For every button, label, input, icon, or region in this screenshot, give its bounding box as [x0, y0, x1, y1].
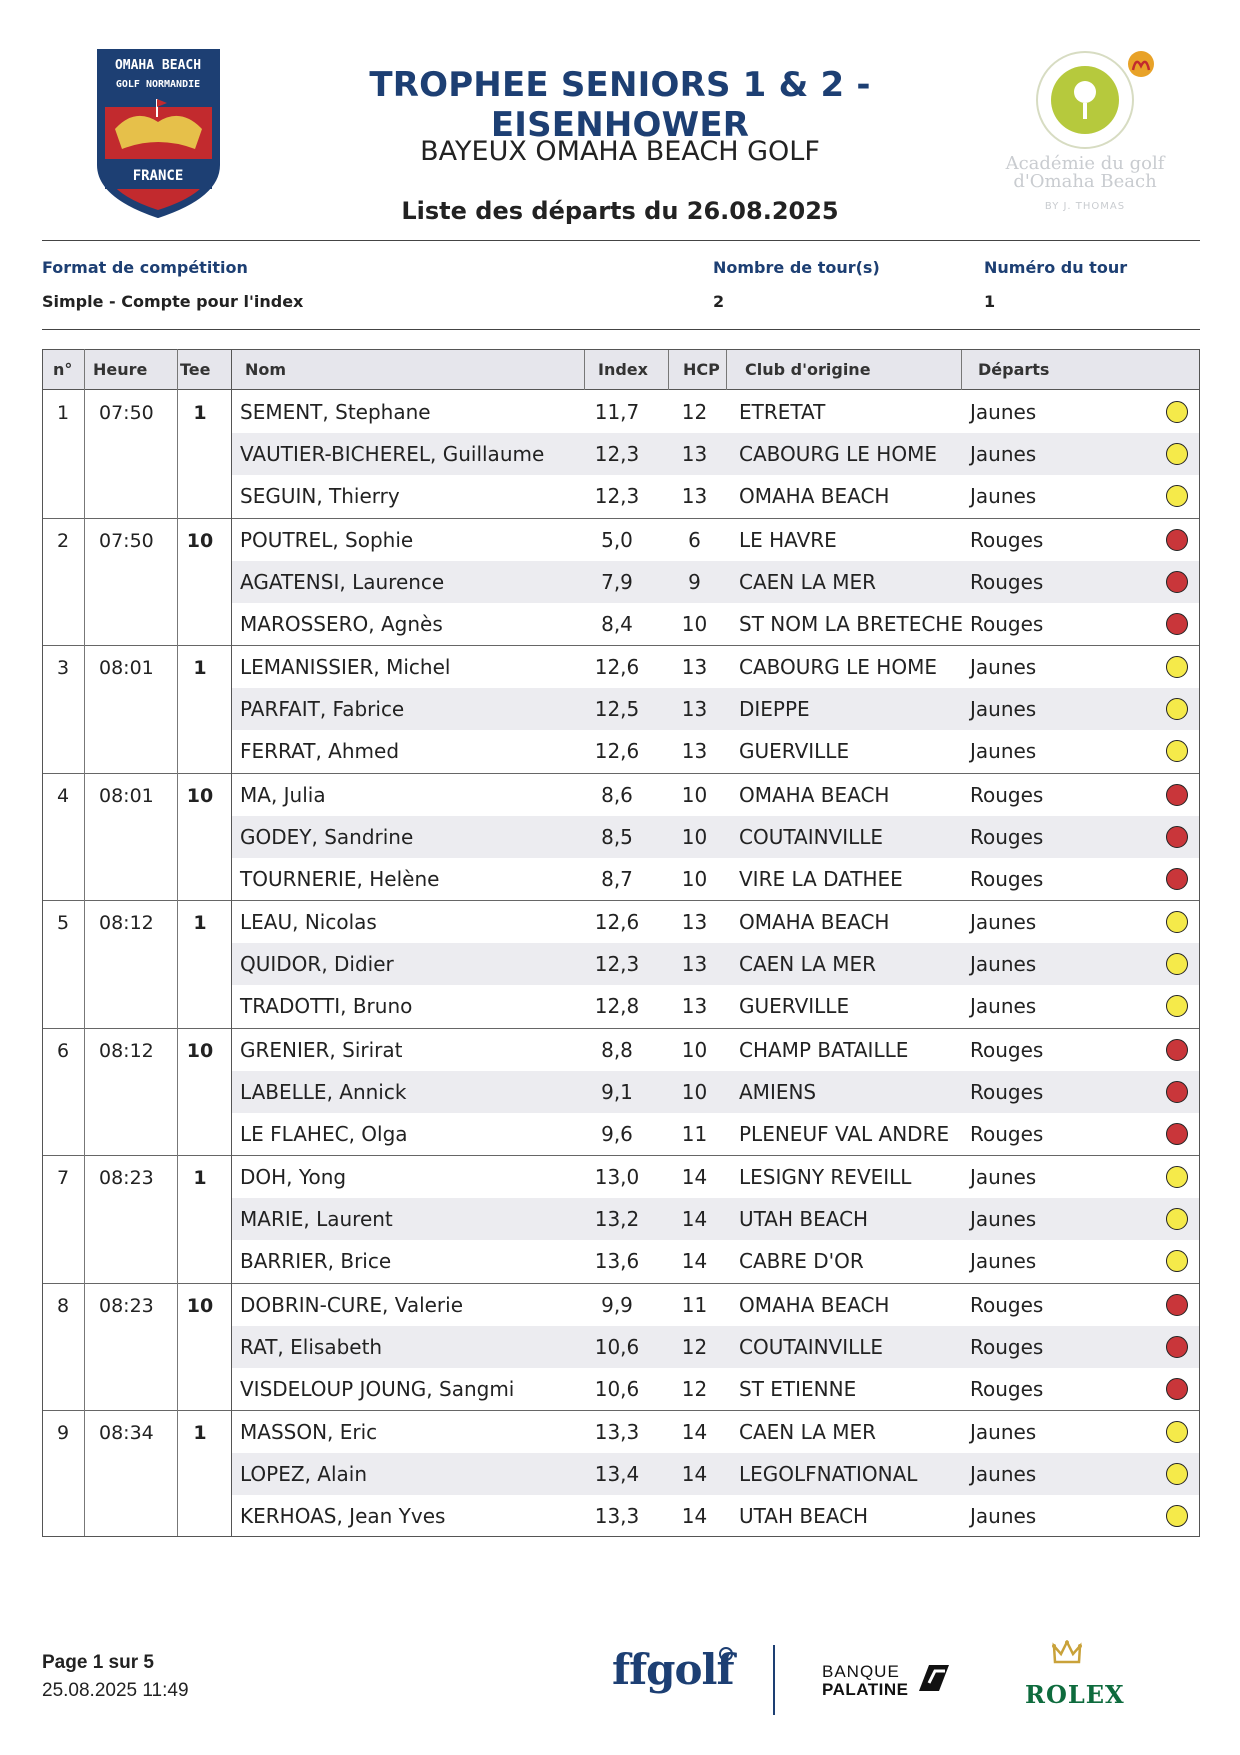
player-start: Jaunes: [970, 1462, 1037, 1486]
group-number: 9: [57, 1422, 70, 1444]
player-club: AMIENS: [739, 1079, 817, 1104]
player-index: 13,0: [594, 1165, 640, 1189]
player-name: VISDELOUP JOUNG, Sangmi: [240, 1376, 515, 1401]
player-index: 9,9: [601, 1292, 633, 1317]
player-start: Rouges: [970, 1292, 1044, 1317]
group-separator: [43, 1155, 1199, 1156]
player-hcp: 14: [681, 1420, 708, 1444]
player-start: Rouges: [970, 1334, 1044, 1359]
group-tee: 1: [193, 912, 207, 934]
player-club: VIRE LA DATHEE: [739, 866, 903, 891]
player-index: 12,5: [594, 697, 640, 721]
page-number: Page 1 sur 5: [42, 1652, 154, 1673]
group-tee: 10: [186, 1294, 214, 1317]
player-hcp: 11: [681, 1121, 708, 1146]
divider-top: [42, 240, 1200, 241]
footer-divider: [773, 1645, 775, 1715]
table-row: [232, 561, 1199, 603]
vline-name-index: [584, 350, 585, 390]
player-club: UTAH BEACH: [739, 1207, 869, 1231]
player-start: Jaunes: [970, 1504, 1037, 1528]
player-index: 10,6: [594, 1376, 640, 1401]
start-tee-color-dot: [1166, 571, 1188, 593]
player-club: GUERVILLE: [739, 739, 850, 763]
player-start: Rouges: [970, 1376, 1044, 1401]
player-hcp: 12: [681, 1376, 708, 1401]
player-index: 9,1: [601, 1079, 633, 1104]
player-name: RAT, Elisabeth: [240, 1334, 383, 1359]
player-name: MA, Julia: [240, 782, 326, 807]
group-number: 6: [57, 1039, 70, 1062]
list-title: Liste des départs du 26.08.2025: [401, 197, 839, 225]
player-start: Rouges: [970, 782, 1044, 807]
start-tee-color-dot: [1166, 401, 1188, 423]
round-number-value: 1: [984, 292, 996, 311]
table-row: [232, 519, 1199, 561]
start-tee-color-dot: [1166, 1505, 1188, 1527]
rolex-logo: ROLEX: [1025, 1680, 1125, 1709]
banque-palatine-logo-line2: PALATINE: [822, 1680, 909, 1699]
player-hcp: 10: [681, 866, 708, 891]
player-index: 12,3: [594, 442, 640, 466]
player-club: OMAHA BEACH: [739, 782, 890, 807]
player-hcp: 14: [681, 1207, 708, 1231]
player-club: GUERVILLE: [739, 994, 850, 1018]
table-row: [232, 1326, 1199, 1368]
player-name: KERHOAS, Jean Yves: [240, 1504, 446, 1528]
print-date: 25.08.2025 11:49: [42, 1680, 189, 1701]
player-name: MARIE, Laurent: [240, 1207, 393, 1231]
group-tee: 1: [193, 1422, 207, 1444]
registered-icon: [719, 1647, 733, 1661]
player-start: Rouges: [970, 569, 1044, 594]
logo-line3: FRANCE: [132, 168, 184, 184]
vline-index-hcp: [668, 350, 669, 390]
player-start: Rouges: [970, 1037, 1044, 1062]
player-start: Jaunes: [970, 1420, 1037, 1444]
logo-line1: OMAHA BEACH: [114, 58, 202, 73]
player-index: 8,4: [601, 611, 633, 636]
group-tee: 1: [193, 402, 207, 424]
player-name: LE FLAHEC, Olga: [240, 1121, 408, 1146]
player-hcp: 10: [681, 1037, 708, 1062]
vline-club-start: [961, 350, 962, 390]
table-row: [232, 1284, 1199, 1326]
rolex-crown-icon: [1052, 1640, 1082, 1670]
player-name: TOURNERIE, Helène: [240, 866, 440, 891]
group-separator: [43, 645, 1199, 646]
player-index: 13,2: [594, 1207, 640, 1231]
banque-palatine-logo-line1: BANQUE: [822, 1662, 900, 1681]
player-index: 8,7: [601, 866, 633, 891]
start-tee-color-dot: [1166, 1294, 1188, 1316]
player-name: LEMANISSIER, Michel: [240, 655, 451, 679]
divider-info: [42, 329, 1200, 330]
player-hcp: 10: [681, 611, 708, 636]
player-name: LABELLE, Annick: [240, 1079, 407, 1104]
player-name: BARRIER, Brice: [240, 1249, 392, 1273]
vline-number-time: [84, 349, 85, 1536]
start-tee-color-dot: [1166, 1123, 1188, 1145]
player-start: Jaunes: [970, 739, 1037, 763]
start-tee-color-dot: [1166, 485, 1188, 507]
start-tee-color-dot: [1166, 826, 1188, 848]
group-time: 08:23: [99, 1294, 154, 1317]
player-start: Jaunes: [970, 697, 1037, 721]
player-name: FERRAT, Ahmed: [240, 739, 400, 763]
academie-logo-text: [1000, 155, 1170, 191]
player-hcp: 11: [681, 1292, 708, 1317]
player-club: CABOURG LE HOME: [739, 655, 937, 679]
player-hcp: 9: [688, 569, 701, 594]
start-tee-color-dot: [1166, 1378, 1188, 1400]
group-time: 08:01: [99, 657, 154, 679]
player-hcp: 13: [681, 484, 708, 508]
player-club: LESIGNY REVEILL: [739, 1165, 912, 1189]
start-tee-color-dot: [1166, 1250, 1188, 1272]
table-row: [232, 1029, 1199, 1071]
player-hcp: 14: [681, 1504, 708, 1528]
player-hcp: 14: [681, 1249, 708, 1273]
table-row: [232, 816, 1199, 858]
start-tee-color-dot: [1166, 1208, 1188, 1230]
table-row: [232, 391, 1199, 433]
table-row: [232, 985, 1199, 1027]
table-row: [232, 943, 1199, 985]
group-time: 07:50: [99, 402, 154, 424]
player-hcp: 12: [681, 1334, 708, 1359]
group-separator: [43, 900, 1199, 901]
table-row: [232, 1368, 1199, 1410]
group-number: 8: [57, 1294, 70, 1317]
vline-hcp-club: [726, 350, 727, 390]
player-name: DOH, Yong: [240, 1165, 347, 1189]
player-name: GRENIER, Sirirat: [240, 1037, 403, 1062]
player-hcp: 13: [681, 655, 708, 679]
player-start: Rouges: [970, 611, 1044, 636]
omaha-beach-logo: [95, 47, 222, 220]
group-time: 08:34: [99, 1422, 154, 1444]
player-name: TRADOTTI, Bruno: [240, 994, 413, 1018]
table-row: [232, 1198, 1199, 1240]
group-time: 07:50: [99, 529, 154, 552]
start-tee-color-dot: [1166, 1166, 1188, 1188]
group-number: 5: [57, 912, 70, 934]
start-tee-color-dot: [1166, 1463, 1188, 1485]
header-club: Club d'origine: [745, 360, 871, 379]
start-tee-color-dot: [1166, 656, 1188, 678]
player-name: MAROSSERO, Agnès: [240, 611, 443, 636]
table-row: [232, 1495, 1199, 1537]
player-club: OMAHA BEACH: [739, 910, 890, 934]
group-tee: 10: [186, 1039, 214, 1062]
table-row: [232, 603, 1199, 645]
page-title: TROPHEE SENIORS 1 & 2 - EISENHOWER: [369, 65, 871, 145]
header-tee: Tee: [180, 360, 211, 379]
table-row: [232, 646, 1199, 688]
player-hcp: 6: [688, 527, 701, 552]
player-club: OMAHA BEACH: [739, 1292, 890, 1317]
player-name: LOPEZ, Alain: [240, 1462, 368, 1486]
table-row: [232, 1453, 1199, 1495]
format-label: Format de compétition: [42, 258, 248, 277]
player-name: SEGUIN, Thierry: [240, 484, 400, 508]
player-club: LEGOLFNATIONAL: [739, 1462, 918, 1486]
group-number: 2: [57, 529, 70, 552]
academie-logo: [1005, 48, 1165, 218]
format-value: Simple - Compte pour l'index: [42, 292, 304, 311]
player-index: 5,0: [601, 527, 633, 552]
player-start: Rouges: [970, 1121, 1044, 1146]
ffgolf-logo: ffgolf: [612, 1645, 734, 1694]
start-tee-color-dot: [1166, 613, 1188, 635]
player-club: CABRE D'OR: [739, 1249, 864, 1273]
player-hcp: 10: [681, 1079, 708, 1104]
player-index: 12,8: [594, 994, 640, 1018]
player-index: 13,4: [594, 1462, 640, 1486]
rounds-label: Nombre de tour(s): [713, 258, 880, 277]
table-row: [232, 475, 1199, 517]
player-hcp: 10: [681, 782, 708, 807]
player-name: POUTREL, Sophie: [240, 527, 414, 552]
start-tee-color-dot: [1166, 953, 1188, 975]
player-hcp: 13: [681, 994, 708, 1018]
round-number-label: Numéro du tour: [984, 258, 1128, 277]
player-club: UTAH BEACH: [739, 1504, 869, 1528]
player-index: 13,3: [594, 1504, 640, 1528]
group-number: 3: [57, 657, 70, 679]
group-tee: 1: [193, 1167, 207, 1189]
table-row: [232, 688, 1199, 730]
player-start: Jaunes: [970, 1249, 1037, 1273]
start-tee-color-dot: [1166, 1421, 1188, 1443]
table-row: [232, 858, 1199, 900]
player-start: Jaunes: [970, 442, 1037, 466]
vline-time-tee: [177, 349, 178, 1536]
page-subtitle: BAYEUX OMAHA BEACH GOLF: [420, 136, 820, 167]
player-club: OMAHA BEACH: [739, 484, 890, 508]
player-club: COUTAINVILLE: [739, 1334, 884, 1359]
player-start: Jaunes: [970, 952, 1037, 976]
player-hcp: 13: [681, 442, 708, 466]
group-separator: [43, 773, 1199, 774]
player-start: Rouges: [970, 866, 1044, 891]
start-tee-color-dot: [1166, 995, 1188, 1017]
player-start: Jaunes: [970, 655, 1037, 679]
player-start: Rouges: [970, 824, 1044, 849]
player-club: ST NOM LA BRETECHE: [739, 611, 963, 636]
header-hcp: HCP: [683, 360, 720, 379]
player-hcp: 14: [681, 1165, 708, 1189]
player-hcp: 13: [681, 952, 708, 976]
start-tee-color-dot: [1166, 740, 1188, 762]
player-index: 7,9: [601, 569, 633, 594]
player-index: 8,5: [601, 824, 633, 849]
player-index: 11,7: [594, 400, 640, 424]
start-tee-color-dot: [1166, 698, 1188, 720]
player-start: Jaunes: [970, 910, 1037, 934]
player-club: COUTAINVILLE: [739, 824, 884, 849]
player-start: Rouges: [970, 527, 1044, 552]
group-number: 4: [57, 784, 70, 807]
player-index: 8,8: [601, 1037, 633, 1062]
group-time: 08:12: [99, 1039, 154, 1062]
group-number: 7: [57, 1167, 70, 1189]
player-hcp: 13: [681, 697, 708, 721]
player-index: 13,3: [594, 1420, 640, 1444]
player-index: 12,3: [594, 952, 640, 976]
player-name: AGATENSI, Laurence: [240, 569, 445, 594]
table-row: [232, 901, 1199, 943]
table-row: [232, 1411, 1199, 1453]
player-club: LE HAVRE: [739, 527, 837, 552]
group-time: 08:23: [99, 1167, 154, 1189]
header-number: n°: [53, 360, 73, 379]
start-tee-color-dot: [1166, 529, 1188, 551]
player-club: CABOURG LE HOME: [739, 442, 937, 466]
player-start: Rouges: [970, 1079, 1044, 1104]
group-tee: 10: [186, 784, 214, 807]
player-index: 10,6: [594, 1334, 640, 1359]
player-name: DOBRIN-CURE, Valerie: [240, 1292, 464, 1317]
academie-line2: d'Omaha Beach: [1013, 171, 1157, 192]
player-hcp: 14: [681, 1462, 708, 1486]
header-time: Heure: [93, 360, 148, 379]
academie-byline: BY J. THOMAS: [1044, 201, 1126, 212]
player-start: Jaunes: [970, 484, 1037, 508]
player-index: 12,3: [594, 484, 640, 508]
group-time: 08:01: [99, 784, 154, 807]
player-index: 8,6: [601, 782, 633, 807]
player-name: PARFAIT, Fabrice: [240, 697, 405, 721]
table-header: [43, 350, 1199, 390]
player-club: DIEPPE: [739, 697, 810, 721]
start-tee-color-dot: [1166, 1081, 1188, 1103]
table-row: [232, 1071, 1199, 1113]
table-row: [232, 1240, 1199, 1282]
header-start: Départs: [978, 360, 1050, 379]
player-start: Jaunes: [970, 994, 1037, 1018]
player-index: 9,6: [601, 1121, 633, 1146]
player-name: QUIDOR, Didier: [240, 952, 394, 976]
player-hcp: 10: [681, 824, 708, 849]
header-index: Index: [598, 360, 648, 379]
logo-line2: GOLF NORMANDIE: [115, 79, 201, 90]
player-index: 12,6: [594, 655, 640, 679]
player-hcp: 13: [681, 739, 708, 763]
player-club: ETRETAT: [739, 400, 826, 424]
player-club: CAEN LA MER: [739, 952, 877, 976]
player-name: LEAU, Nicolas: [240, 910, 377, 934]
player-name: VAUTIER-BICHEREL, Guillaume: [240, 442, 545, 466]
player-start: Jaunes: [970, 400, 1037, 424]
player-index: 13,6: [594, 1249, 640, 1273]
group-time: 08:12: [99, 912, 154, 934]
player-start: Jaunes: [970, 1165, 1037, 1189]
start-tee-color-dot: [1166, 911, 1188, 933]
start-tee-color-dot: [1166, 784, 1188, 806]
vline-tee-name: [231, 349, 232, 1536]
group-tee: 1: [193, 657, 207, 679]
academie-line1: Académie du golf: [1005, 153, 1165, 174]
player-name: GODEY, Sandrine: [240, 824, 414, 849]
player-name: MASSON, Eric: [240, 1420, 378, 1444]
group-number: 1: [57, 402, 70, 424]
group-separator: [43, 1410, 1199, 1411]
table-row: [232, 1156, 1199, 1198]
player-index: 12,6: [594, 910, 640, 934]
start-tee-color-dot: [1166, 868, 1188, 890]
player-club: CAEN LA MER: [739, 1420, 877, 1444]
player-hcp: 12: [681, 400, 708, 424]
start-tee-color-dot: [1166, 1039, 1188, 1061]
table-row: [232, 433, 1199, 475]
player-name: SEMENT, Stephane: [240, 400, 431, 424]
rounds-value: 2: [713, 292, 725, 311]
player-club: PLENEUF VAL ANDRE: [739, 1121, 950, 1146]
palatine-mark-icon: [915, 1663, 951, 1697]
player-club: CHAMP BATAILLE: [739, 1037, 909, 1062]
group-separator: [43, 1028, 1199, 1029]
table-row: [232, 774, 1199, 816]
group-tee: 10: [186, 529, 214, 552]
group-separator: [43, 1283, 1199, 1284]
player-start: Jaunes: [970, 1207, 1037, 1231]
group-separator: [43, 518, 1199, 519]
player-index: 12,6: [594, 739, 640, 763]
player-hcp: 13: [681, 910, 708, 934]
player-club: ST ETIENNE: [739, 1376, 857, 1401]
start-tee-color-dot: [1166, 443, 1188, 465]
start-tee-color-dot: [1166, 1336, 1188, 1358]
table-row: [232, 1113, 1199, 1155]
player-club: CAEN LA MER: [739, 569, 877, 594]
table-row: [232, 730, 1199, 772]
header-name: Nom: [245, 360, 287, 379]
